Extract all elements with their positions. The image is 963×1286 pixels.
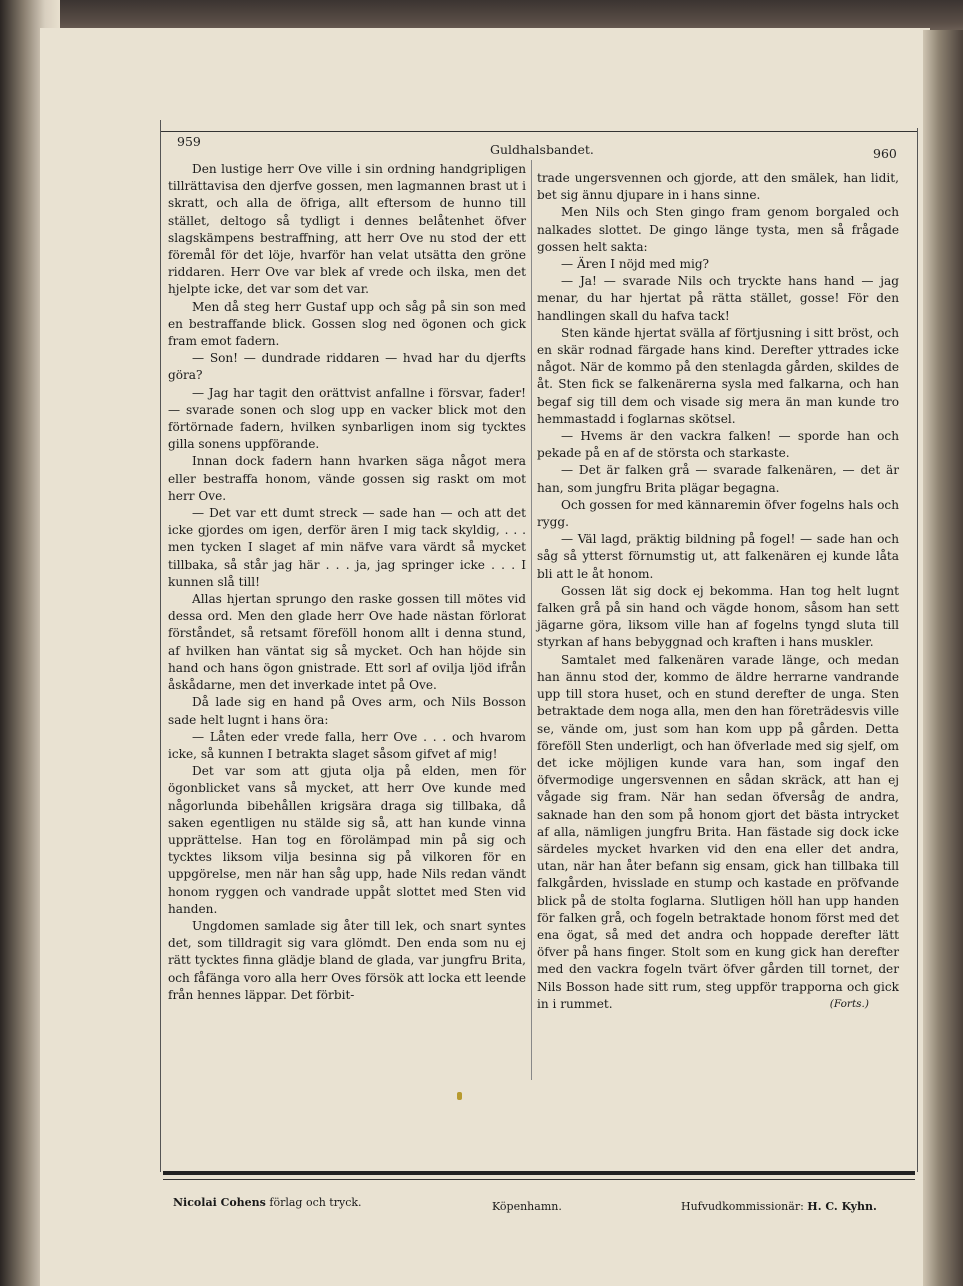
frame-top-rule: [160, 131, 918, 132]
footer-thin-rule: [163, 1179, 915, 1180]
paragraph: — Jag har tagit den orättvist anfallne i försvar, fader! — svarade sonen och slog upp en vacker blick mot den förtörnade fadern, hvilken synbarligen inom sig tycktes gilla sonens uppförande.: [168, 385, 526, 452]
paragraph: Innan dock fadern hann hvarken säga något mera eller bestraffa honom, vände gossen sig raskt om mot herr Ove.: [168, 454, 526, 503]
paragraph: Samtalet med falkenären varade länge, och medan han ännu stod der, kommo de äldre herrarne vandrande upp till stora huset, och en stund derefter de unga. Sten betraktade dem noga alla, men den han företrädesvis ville se, vände om, just som han kom upp på gården. Detta föreföll Sten underligt, och han öfverlade med sig sjelf, om det icke möjligen kunde vara han, som ingaf den öfvermodige ungersvennen en sådan skräck, att han ej vågade sig fram. När han sedan öfversåg de andra, saknade han den som på honom gjort det bästa intrycket af alla, nämligen jungfru Brita. Han fästade sig dock icke särdeles mycket hvarken vid den ena eller det andra, utan, när han åter befann sig ensam, gick han tillbaka till falkgården, hvisslade en stump och kastade en pröfvande blick på de stolta foglarna. Slutligen höll han upp handen för falken grå, och fogeln betraktade honom först med det ena ögat, så med det andra och hoppade derefter lätt öfver på hans finger. Stolt som en kung gick han derefter med den vackra fogeln tvärt öfver gården till tornet, der Nils Bosson hade sitt rum, steg uppför trapporna och gick in i rummet.: [537, 652, 899, 1011]
publisher-rest: förlag och tryck.: [269, 1196, 362, 1209]
book-page-edges: [923, 30, 963, 1286]
right-text-column: [537, 170, 899, 1013]
paragraph: — Ären I nöjd med mig?: [561, 257, 710, 272]
paragraph: — Låten eder vrede falla, herr Ove . . . och hvarom icke, så kunnen I betrakta slaget såsom gifvet af mig!: [168, 729, 526, 761]
footer-agent: [681, 1200, 877, 1213]
agent-label: Hufvudkommissionär:: [681, 1200, 804, 1213]
agent-name: H. C. Kyhn.: [807, 1200, 877, 1213]
paragraph: Ungdomen samlade sig åter till lek, och snart syntes det, som tilldragit sig vara glömdt. Den enda som nu ej rätt tycktes finna glädje bland de glada, var jungfru Brita, och fåfänga voro alla herr Oves försök att locka ett leende från hennes läppar. Det förbit-: [168, 918, 526, 1002]
frame-right-rule: [917, 128, 918, 1172]
paragraph: — Det är falken grå — svarade falkenären, — det är han, som jungfru Brita plägar begagna.: [537, 463, 899, 495]
paragraph: — Det var ett dumt streck — sade han — och att det icke gjordes om igen, derför ären I mig tack skyldig, . . . men tycken I slaget af min näfve vara värdt så mycket tillbaka, så står jag här . . . ja, jag springer icke . . . I kunnen slå till!: [168, 506, 526, 589]
paragraph: Då lade sig en hand på Oves arm, och Nils Bosson sade helt lugnt i hans öra:: [168, 695, 526, 727]
footer-publisher: [173, 1196, 362, 1209]
ink-spot: [457, 1092, 462, 1100]
paragraph: Det var som att gjuta olja på elden, men för ögonblicket vans så mycket, att herr Ove kunde med någorlunda bibehållen krigsära draga sig tillbaka, då saken egentligen nu stälde sig så, att han kunde vinna upprättelse. Han tog en förolämpad min på sig och tycktes liksom vilja besinna sig på vilkoren för en uppgörelse, men när han såg upp, hade Nils redan vändt honom ryggen och vandrade uppåt slottet med Sten vid handen.: [168, 764, 526, 916]
page-number-right: 960: [873, 146, 897, 161]
continued-note: (Forts.): [829, 997, 869, 1010]
paragraph: Allas hjertan sprungo den raske gossen till mötes vid dessa ord. Men den glade herr Ove hade nästan förlorat förståndet, så retsamt föreföll honom allt i denna stund, af hvilken han väntat sig så mycket. Och han höjde sin hand och hans ögon gnistrade. Ett sorl af ovilja ljöd ifrån åskådarne, men det inverkade intet på Ove.: [168, 592, 526, 693]
paragraph: Men Nils och Sten gingo fram genom borgaled och nalkades slottet. De gingo länge tysta, men så frågade gossen helt sakta:: [537, 205, 899, 254]
paragraph: Och gossen for med kännaremin öfver fogelns hals och rygg.: [537, 497, 899, 530]
left-text-column: [168, 161, 526, 1004]
frame-left-rule: [160, 120, 161, 1172]
paragraph: — Hvems är den vackra falken! — sporde han och pekade på en af de största och starkaste.: [537, 429, 899, 461]
paragraph: Men då steg herr Gustaf upp och såg på sin son med en bestraffande blick. Gossen slog ned ögonen och gick fram emot fadern.: [168, 299, 526, 349]
paragraph: — Ja! — svarade Nils och tryckte hans hand — jag menar, du har hjertat på rätta stället, gosse! För den handlingen skall du hafva tack!: [537, 274, 899, 323]
footer-thick-rule: [163, 1171, 915, 1175]
column-divider: [531, 160, 532, 1080]
paragraph: Den lustige herr Ove ville i sin ordning handgripligen tillrättavisa den djerfve gossen, men lagmannen brast ut i skratt, och alla de öfriga, allt eftersom de hunno till stället, deltogo så tydligt i dennes belåtenhet öfver slagskämpens bestraffning, att herr Ove nu stod der ett föremål för det löje, hvarför han velat utsätta den gröne riddaren. Herr Ove var blek af vrede och ilska, men det hjelpte icke, det var som det var.: [168, 162, 526, 297]
publisher-name: Nicolai Cohens: [173, 1196, 266, 1209]
page-number-left: 959: [177, 134, 201, 149]
paragraph: Gossen lät sig dock ej bekomma. Han tog helt lugnt falken grå på sin hand och vägde honom, såsom han sett jägarne göra, liksom ville han af fogelns tyngd sluta till styrkan af hans bebyggnad och kraften i hans muskler.: [537, 583, 899, 650]
paragraph: — Väl lagd, präktig bildning på fogel! — sade han och såg så ytterst förnumstig ut, att falkenären ej kunde låta bli att le åt honom.: [537, 532, 899, 581]
paragraph: trade ungersvennen och gjorde, att den smälek, han lidit, bet sig ännu djupare in i hans sinne.: [537, 171, 899, 203]
paragraph: — Son! — dundrade riddaren — hvad har du djerfts göra?: [168, 351, 526, 383]
footer-city: Köpenhamn.: [492, 1200, 562, 1213]
running-title: Guldhalsbandet.: [490, 142, 594, 157]
paragraph: Sten kände hjertat svälla af förtjusning i sitt bröst, och en skär rodnad färgade hans kind. Derefter yttrades icke något. När de kommo på den stenlagda gården, skildes de åt. Sten fick se falkenärerna sysla med falkarna, och han begaf sig till dem och visade sig mera än man kunde tro hemmastadd i foglarnas skötsel.: [537, 325, 899, 426]
